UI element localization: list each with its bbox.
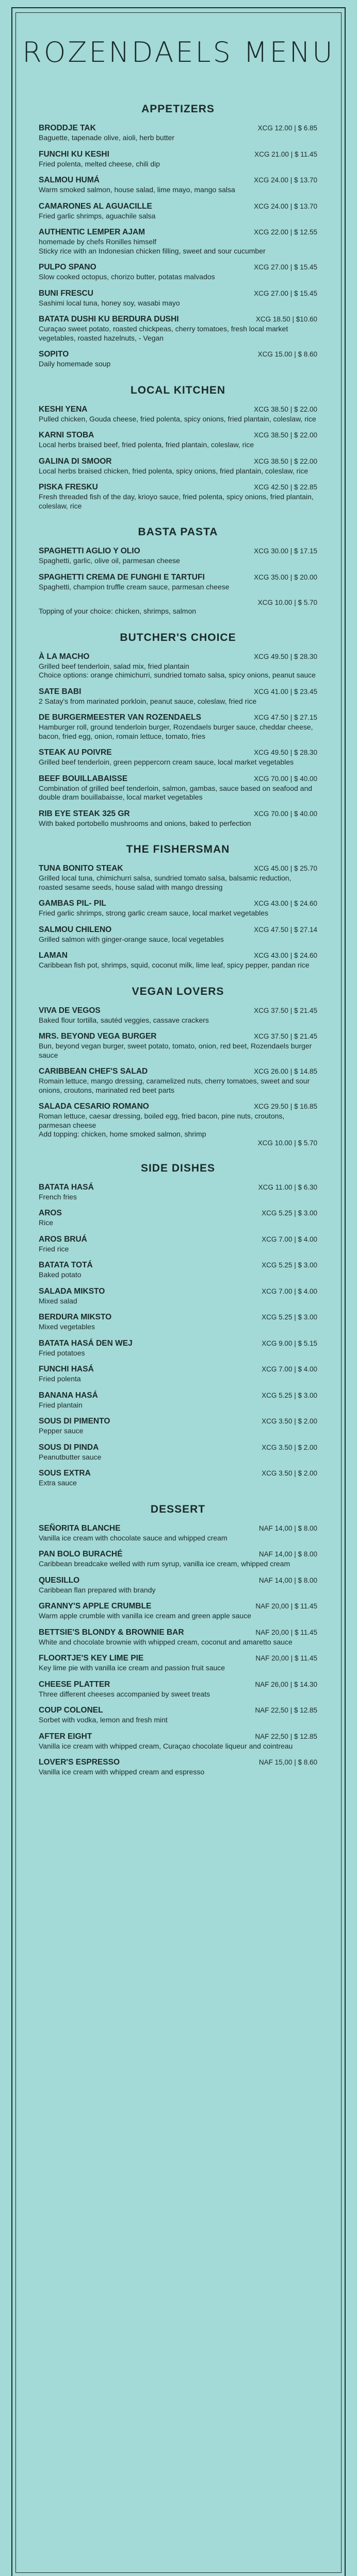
menu-item-row	[39, 1602, 317, 1611]
menu-item-row	[39, 1576, 317, 1585]
menu-item	[39, 1183, 317, 1202]
menu-item	[39, 405, 317, 424]
menu-item-row	[39, 652, 317, 662]
menu-item-row	[39, 864, 317, 873]
section-title: BUTCHER'S CHOICE	[120, 631, 236, 643]
menu-item-name: BUNI FRESCU	[39, 289, 93, 298]
menu-item	[39, 652, 317, 680]
menu-item-description: Fried polenta, melted cheese, chili dip	[39, 159, 160, 168]
menu-item-description: Pepper sauce	[39, 1427, 84, 1435]
menu-item-row	[39, 599, 317, 606]
menu-item-description: French fries	[39, 1192, 77, 1201]
menu-item	[39, 809, 317, 828]
menu-item-name: CHEESE PLATTER	[39, 1680, 110, 1689]
menu-item-name: GALINA DI SMOOR	[39, 456, 112, 466]
menu-item-description: Roman lettuce, caesar dressing, boiled egg, fried bacon, pine nuts, croutons, parmesan cheese Add topping: chicken, home smoked salmon, shrimp	[39, 1112, 285, 1138]
menu-item-description: 2 Satay's from marinated porkloin, peanut sauce, coleslaw, fried rice	[39, 697, 257, 705]
menu-item-price: XCG 38.50 | $ 22.00	[254, 405, 317, 413]
menu-item-name: GRANNY'S APPLE CRUMBLE	[39, 1602, 152, 1611]
menu-item-description: Curaçao sweet potato, roasted chickpeas, cherry tomatoes, fresh local market vegetables, roasted hazelnuts, - Vegan	[39, 325, 288, 342]
menu-item-row	[39, 289, 317, 298]
menu-item-name: PULPO SPANO	[39, 263, 96, 272]
menu-item-name: RIB EYE STEAK 325 GR	[39, 809, 130, 818]
menu-item-price: XCG 3.50 | $ 2.00	[262, 1469, 317, 1477]
menu-item-name: SPAGHETTI AGLIO Y OLIO	[39, 547, 140, 555]
menu-item-row	[39, 713, 317, 722]
menu-item-price: XCG 26.00 | $ 14.85	[254, 1067, 317, 1075]
menu-item-row	[39, 1524, 317, 1533]
menu-item	[39, 124, 317, 143]
menu-item-price: NAF 14,00 | $ 8.00	[258, 1576, 317, 1584]
menu-item	[39, 748, 317, 767]
menu-item-price: XCG 42.50 | $ 22.85	[254, 483, 317, 491]
menu-item	[39, 599, 317, 616]
menu-item-row	[39, 1732, 317, 1741]
menu-item-name: BETTSIE'S BLONDY & BROWNIE BAR	[39, 1628, 184, 1637]
menu-item-price: XCG 49.50 | $ 28.30	[254, 652, 317, 660]
menu-item-price: XCG 29.50 | $ 16.85	[254, 1103, 317, 1110]
menu-item-name: SATE BABI	[39, 687, 82, 696]
menu-item-row	[39, 748, 317, 757]
menu-item-name: BATATA HASÁ	[39, 1182, 94, 1192]
menu-item-description: Grilled local tuna, chimichurri salsa, sundried tomato salsa, balsamic reduction, roasted sesame seeds, house salad with mango dressing	[39, 874, 291, 891]
menu-item-price: XCG 5.25 | $ 3.00	[262, 1313, 317, 1321]
menu-item-description: Fried garlic shrimps, strong garlic cream sauce, local market vegetables	[39, 909, 269, 917]
menu-item-name: AUTHENTIC LEMPER AJAM	[39, 228, 145, 236]
menu-item-price: XCG 11.00 | $ 6.30	[258, 1183, 317, 1191]
menu-item-description: Peanutbutter sauce	[39, 1452, 102, 1461]
menu-item-name: STEAK AU POIVRE	[39, 748, 112, 757]
menu-item-row	[39, 315, 317, 324]
menu-item	[39, 176, 317, 195]
menu-item-name: MRS. BEYOND VEGA BURGER	[39, 1032, 157, 1041]
menu-item-name: KARNI STOBA	[39, 431, 94, 439]
menu-item-description: Caribbean flan prepared with brandy	[39, 1585, 156, 1594]
menu-content	[39, 88, 317, 1784]
menu-item-name: SPAGHETTI CREMA DE FUNGHI E TARTUFI	[39, 572, 205, 582]
menu-item-name: SALADA CESARIO ROMANO	[39, 1102, 149, 1111]
section-title: APPETIZERS	[141, 103, 215, 115]
menu-item-price: XCG 21.00 | $ 11.45	[254, 150, 317, 158]
menu-item-description: Sashimi local tuna, honey soy, wasabi mayo	[39, 298, 180, 307]
menu-item-row	[39, 228, 317, 237]
menu-item	[39, 1706, 317, 1725]
menu-item-price: XCG 37.50 | $ 21.45	[254, 1006, 317, 1014]
menu-item-row	[39, 405, 317, 414]
menu-item-name: KESHI YENA	[39, 404, 88, 414]
menu-item-price: NAF 15,00 | $ 8.60	[258, 1758, 317, 1766]
menu-item-name: BEEF BOUILLABAISSE	[39, 774, 128, 783]
menu-item-row	[39, 1758, 317, 1767]
menu-item-description: Grilled salmon with ginger-orange sauce, local vegetables	[39, 935, 224, 943]
menu-item-description: Fried polenta	[39, 1375, 81, 1383]
menu-item-row	[39, 1235, 317, 1244]
menu-item-row	[39, 1339, 317, 1348]
menu-item	[39, 925, 317, 944]
menu-item-price: NAF 22,50 | $ 12.85	[255, 1732, 317, 1740]
menu-item-description: Vanilla ice cream with chocolate sauce and whipped cream	[39, 1533, 228, 1542]
menu-item-price: NAF 20,00 | $ 11.45	[255, 1602, 317, 1610]
menu-item-description: Grilled beef tenderloin, green peppercorn cream sauce, local market vegetables	[39, 758, 294, 766]
menu-item-price: XCG 3.50 | $ 2.00	[262, 1443, 317, 1451]
menu-item-row	[39, 925, 317, 935]
menu-item-row	[39, 1032, 317, 1041]
menu-item-price: XCG 9.00 | $ 5.15	[262, 1339, 317, 1347]
menu-item-price: NAF 14,00 | $ 8.00	[258, 1524, 317, 1532]
menu-item-description: Caribbean breadcake welled with rum syrup, vanilla ice cream, whipped cream	[39, 1560, 290, 1568]
menu-item-row	[39, 774, 317, 784]
menu-item-row	[39, 547, 317, 556]
menu-item-description: Fried plantain	[39, 1400, 83, 1409]
menu-item-description: Spaghetti, champion truffle cream sauce, parmesan cheese	[39, 582, 230, 591]
menu-item-row	[39, 1550, 317, 1559]
menu-item-price: NAF 14,00 | $ 8.00	[258, 1550, 317, 1558]
menu-title: ROZENDAELS MENU	[22, 36, 335, 69]
menu-item-description: Combination of grilled beef tenderloin, salmon, gambas, sauce based on seafood and double dram bouillabaisse, local market vegetables	[39, 784, 313, 801]
menu-item-price: XCG 70.00 | $ 40.00	[254, 774, 317, 783]
menu-item-name: PISKA FRESKU	[39, 483, 98, 492]
menu-item-price: XCG 38.50 | $ 22.00	[254, 457, 317, 465]
menu-item-price: XCG 5.25 | $ 3.00	[262, 1261, 317, 1269]
menu-item	[39, 1628, 317, 1647]
menu-item-row	[39, 150, 317, 159]
menu-item-price: XCG 27.00 | $ 15.45	[254, 289, 317, 297]
menu-item	[39, 289, 317, 308]
menu-item-name: SOUS DI PIMENTO	[39, 1417, 110, 1426]
menu-item-price: XCG 35.00 | $ 20.00	[254, 573, 317, 581]
menu-item-description: Romain lettuce, mango dressing, caramelized nuts, cherry tomatoes, sweet and sour onions, croutons, marinated red beet parts	[39, 1077, 310, 1094]
menu-item-description: Slow cooked octopus, chorizo butter, potatas malvados	[39, 273, 215, 281]
menu-item	[39, 1443, 317, 1462]
menu-item-price: NAF 26,00 | $ 14.30	[255, 1680, 317, 1688]
menu-item-row	[39, 1287, 317, 1296]
menu-item-name: À LA MACHO	[39, 652, 90, 661]
menu-item	[39, 1032, 317, 1060]
menu-item	[39, 1339, 317, 1358]
section-title: BASTA PASTA	[138, 526, 218, 538]
menu-item-description: Vanilla ice cream with whipped cream and espresso	[39, 1768, 205, 1776]
menu-item-name: AROS	[39, 1209, 62, 1217]
menu-item-name: FUNCHI KU KESHI	[39, 149, 109, 159]
menu-item	[39, 1469, 317, 1488]
menu-item	[39, 1287, 317, 1306]
menu-item-row	[39, 202, 317, 211]
menu-item-price: XCG 3.50 | $ 2.00	[262, 1417, 317, 1425]
menu-item-price: XCG 22.00 | $ 12.55	[254, 228, 317, 236]
menu-item-row	[39, 809, 317, 819]
menu-item-name: SALADA MIKSTO	[39, 1286, 105, 1296]
menu-item-name: SALMOU CHILENO	[39, 925, 112, 934]
menu-item-description: Rice	[39, 1218, 54, 1227]
menu-item-price: XCG 41.00 | $ 23.45	[254, 687, 317, 696]
menu-item-row	[39, 573, 317, 582]
menu-item-row	[39, 951, 317, 960]
menu-item	[39, 1261, 317, 1280]
menu-item-price: NAF 20,00 | $ 11.45	[255, 1628, 317, 1636]
menu-item	[39, 951, 317, 970]
menu-item	[39, 1576, 317, 1595]
menu-item-description: Hamburger roll, ground tenderloin burger, Rozendaels burger sauce, cheddar cheese, bacon, fried egg, onion, romain lettuce, tomato, fries	[39, 723, 313, 740]
menu-item-row	[39, 687, 317, 697]
menu-item-name: BATATA TOTÁ	[39, 1261, 93, 1269]
menu-item-price: XCG 47.50 | $ 27.15	[254, 714, 317, 721]
menu-item-price: XCG 47.50 | $ 27.14	[254, 925, 317, 934]
menu-item-description: Key lime pie with vanilla ice cream and passion fruit sauce	[39, 1664, 225, 1672]
menu-item-row	[39, 1183, 317, 1192]
menu-item-description: Fresh threaded fish of the day, krioyo sauce, fried polenta, spicy onions, fried plantain, coleslaw, rice	[39, 493, 314, 510]
menu-item-row	[39, 1209, 317, 1218]
section-title: THE FISHERSMAN	[126, 843, 230, 855]
menu-item-name: BATATA DUSHI KU BERDURA DUSHI	[39, 315, 179, 324]
menu-item	[39, 431, 317, 450]
menu-item	[39, 1654, 317, 1673]
menu-item-price: XCG 12.00 | $ 6.85	[257, 124, 317, 132]
menu-item	[39, 483, 317, 511]
menu-item	[39, 1524, 317, 1543]
menu-item-description: Warm smoked salmon, house salad, lime mayo, mango salsa	[39, 185, 235, 194]
menu-item-description: White and chocolate brownie with whipped cream, coconut and amaretto sauce	[39, 1637, 293, 1646]
menu-item-price: XCG 15.00 | $ 8.60	[257, 350, 317, 358]
menu-item-price: XCG 30.00 | $ 17.15	[254, 547, 317, 555]
menu-item-description: Sorbet with vodka, lemon and fresh mint	[39, 1716, 168, 1724]
menu-item-price: XCG 49.50 | $ 28.30	[254, 749, 317, 756]
menu-item-description: Baguette, tapenade olive, aioli, herb butter	[39, 133, 175, 142]
menu-item-row	[39, 1006, 317, 1015]
menu-item-description: Warm apple crumble with vanilla ice cream and green apple sauce	[39, 1612, 251, 1620]
menu-item-name: BERDURA MIKSTO	[39, 1313, 112, 1321]
menu-item-description: Baked potato	[39, 1270, 82, 1279]
menu-item	[39, 457, 317, 476]
menu-item-description: Local herbs braised beef, fried polenta, fried plantain, coleslaw, rice	[39, 440, 254, 449]
menu-item	[39, 1732, 317, 1751]
menu-item-description: Vanilla ice cream with whipped cream, Curaçao chocolate liqueur and cointreau	[39, 1741, 293, 1750]
menu-item-name: TUNA BONITO STEAK	[39, 864, 123, 873]
menu-item-row	[39, 1067, 317, 1076]
menu-item	[39, 1067, 317, 1095]
menu-item-price: XCG 45.00 | $ 25.70	[254, 865, 317, 872]
menu-item	[39, 1680, 317, 1699]
menu-item-description: Three different cheeses accompanied by sweet treats	[39, 1689, 210, 1698]
menu-item-name: FUNCHI HASÁ	[39, 1365, 94, 1374]
menu-item-description: Fried potatoes	[39, 1348, 85, 1357]
menu-item-price: XCG 38.50 | $ 22.00	[254, 431, 317, 439]
menu-item-name: SEÑORITA BLANCHE	[39, 1523, 121, 1533]
menu-item-price: XCG 43.00 | $ 24.60	[254, 952, 317, 959]
section-title: LOCAL KITCHEN	[130, 384, 226, 396]
menu-item-price: XCG 7.00 | $ 4.00	[262, 1287, 317, 1295]
menu-item-row	[39, 1261, 317, 1270]
menu-item-price: XCG 5.25 | $ 3.00	[262, 1209, 317, 1217]
menu-item-name: SOUS EXTRA	[39, 1469, 91, 1478]
menu-item-description: Extra sauce	[39, 1479, 77, 1487]
menu-item-name: AFTER EIGHT	[39, 1732, 92, 1741]
menu-item	[39, 713, 317, 741]
menu-item-name: BANANA HASÁ	[39, 1391, 98, 1400]
menu-item-price: XCG 70.00 | $ 40.00	[254, 809, 317, 818]
menu-item-description: Fried rice	[39, 1244, 69, 1253]
menu-item	[39, 687, 317, 706]
menu-item-row	[39, 899, 317, 908]
menu-item	[39, 573, 317, 592]
menu-item-description: Mixed salad	[39, 1296, 77, 1305]
menu-item	[39, 1417, 317, 1436]
menu-item-price: XCG 5.25 | $ 3.00	[262, 1391, 317, 1399]
menu-item-name: PAN BOLO BURACHÉ	[39, 1550, 123, 1558]
section-title: SIDE DISHES	[140, 1162, 216, 1174]
menu-item-name: AROS BRUÁ	[39, 1234, 87, 1244]
menu-item-name: CAMARONES AL AGUACILLE	[39, 201, 152, 211]
menu-item-name: CARIBBEAN CHEF'S SALAD	[39, 1067, 148, 1076]
menu-item-name: DE BURGERMEESTER VAN ROZENDAELS	[39, 713, 201, 722]
menu-item	[39, 1391, 317, 1410]
section-title: DESSERT	[150, 1503, 206, 1515]
menu-item-price: XCG 24.00 | $ 13.70	[254, 176, 317, 184]
menu-item-description: Daily homemade soup	[39, 360, 111, 368]
menu-item-name: SOPITO	[39, 350, 69, 359]
menu-item-name: BATATA HASÁ DEN WEJ	[39, 1338, 133, 1348]
menu-item-description: Spaghetti, garlic, olive oil, parmesan cheese	[39, 556, 180, 565]
menu-item-name: QUESILLO	[39, 1575, 80, 1585]
menu-item-row	[39, 1628, 317, 1637]
menu-item-row	[39, 1654, 317, 1663]
menu-item-name: SALMOU HUMÁ	[39, 176, 100, 184]
menu-item-row	[39, 1102, 317, 1111]
menu-item	[39, 263, 317, 282]
menu-item-row	[39, 263, 317, 272]
menu-item-row	[39, 1417, 317, 1426]
menu-item	[39, 150, 317, 169]
menu-item-row	[39, 350, 317, 359]
menu-item	[39, 547, 317, 566]
menu-item-price: XCG 24.00 | $ 13.70	[254, 202, 317, 210]
menu-item	[39, 315, 317, 343]
menu-item-description: homemade by chefs Ronilles himself Sticky rice with an Indonesian chicken filling, sweet and sour cucumber	[39, 238, 266, 255]
menu-item-name: GAMBAS PIL- PIL	[39, 899, 106, 908]
menu-item-description: Fried garlic shrimps, aguachile salsa	[39, 211, 156, 220]
menu-item	[39, 228, 317, 256]
menu-item	[39, 899, 317, 918]
menu-item-description: Bun, beyond vegan burger, sweet potato, tomato, onion, red beet, Rozendaels burger sauce	[39, 1042, 312, 1059]
menu-item	[39, 350, 317, 369]
menu-item	[39, 864, 317, 892]
menu-item	[39, 1550, 317, 1569]
menu-item-row	[39, 1680, 317, 1689]
menu-item-extra-price: XCG 10.00 | $ 5.70	[257, 1139, 317, 1147]
menu-item-name: FLOORTJE'S KEY LIME PIE	[39, 1654, 144, 1663]
menu-item	[39, 1758, 317, 1777]
menu-item-description: Mixed vegetables	[39, 1323, 95, 1331]
menu-item-price: XCG 10.00 | $ 5.70	[257, 599, 317, 606]
menu-item-row	[39, 1469, 317, 1478]
menu-item-description: Topping of your choice: chicken, shrimps, salmon	[39, 607, 197, 615]
menu-item	[39, 1602, 317, 1621]
menu-item	[39, 1006, 317, 1025]
menu-item-row	[39, 457, 317, 466]
section-title: VEGAN LOVERS	[132, 985, 224, 997]
menu-item-name: COUP COLONEL	[39, 1706, 103, 1715]
menu-item-description: Baked flour tortilla, sautéd veggies, cassave crackers	[39, 1015, 209, 1024]
menu-item-row	[39, 1706, 317, 1715]
menu-item	[39, 1209, 317, 1228]
menu-item-row	[39, 483, 317, 492]
menu-item-description: Grilled beef tenderloin, salad mix, fried plantain Choice options: orange chimichurri, sundried tomato salsa, spicy onions, peanut sauce	[39, 662, 316, 679]
menu-item-description: Local herbs braised chicken, fried polenta, spicy onions, fried plantain, coleslaw, rice	[39, 466, 309, 475]
menu-item-row	[39, 176, 317, 185]
menu-item-row	[39, 431, 317, 440]
menu-item-name: LOVER'S ESPRESSO	[39, 1758, 120, 1767]
menu-item-description: With baked portobello mushrooms and onions, baked to perfection	[39, 819, 251, 827]
menu-item-price: XCG 18.50 | $10.60	[255, 315, 317, 323]
menu-item-row	[39, 1365, 317, 1374]
menu-item-price: NAF 20,00 | $ 11.45	[255, 1654, 317, 1662]
menu-item	[39, 1235, 317, 1254]
menu-item	[39, 774, 317, 802]
menu-item-name: SOUS DI PINDA	[39, 1443, 99, 1452]
menu-item	[39, 1365, 317, 1384]
menu-item-name: VIVA DE VEGOS	[39, 1006, 101, 1015]
menu-item-price: NAF 22,50 | $ 12.85	[255, 1706, 317, 1714]
menu-item-row	[39, 1443, 317, 1452]
menu-item-row	[39, 1391, 317, 1400]
menu-item-name: LAMAN	[39, 951, 68, 960]
menu-item-price: XCG 27.00 | $ 15.45	[254, 263, 317, 271]
menu-item-description: Caribbean fish pot, shrimps, squid, coconut milk, lime leaf, spicy pepper, pandan rice	[39, 961, 310, 969]
menu-item	[39, 1313, 317, 1332]
menu-item-price: XCG 7.00 | $ 4.00	[262, 1235, 317, 1243]
menu-item-name: BRODDJE TAK	[39, 124, 96, 132]
menu-item-price: XCG 7.00 | $ 4.00	[262, 1365, 317, 1373]
menu-item-row	[39, 124, 317, 133]
menu-item-description: Pulled chicken, Gouda cheese, fried polenta, spicy onions, fried plantain, coleslaw, rice	[39, 414, 316, 423]
menu-item-price: XCG 43.00 | $ 24.60	[254, 900, 317, 907]
menu-item-row	[39, 1313, 317, 1322]
menu-item	[39, 1102, 317, 1147]
menu-item	[39, 202, 317, 221]
menu-item-price: XCG 37.50 | $ 21.45	[254, 1032, 317, 1040]
